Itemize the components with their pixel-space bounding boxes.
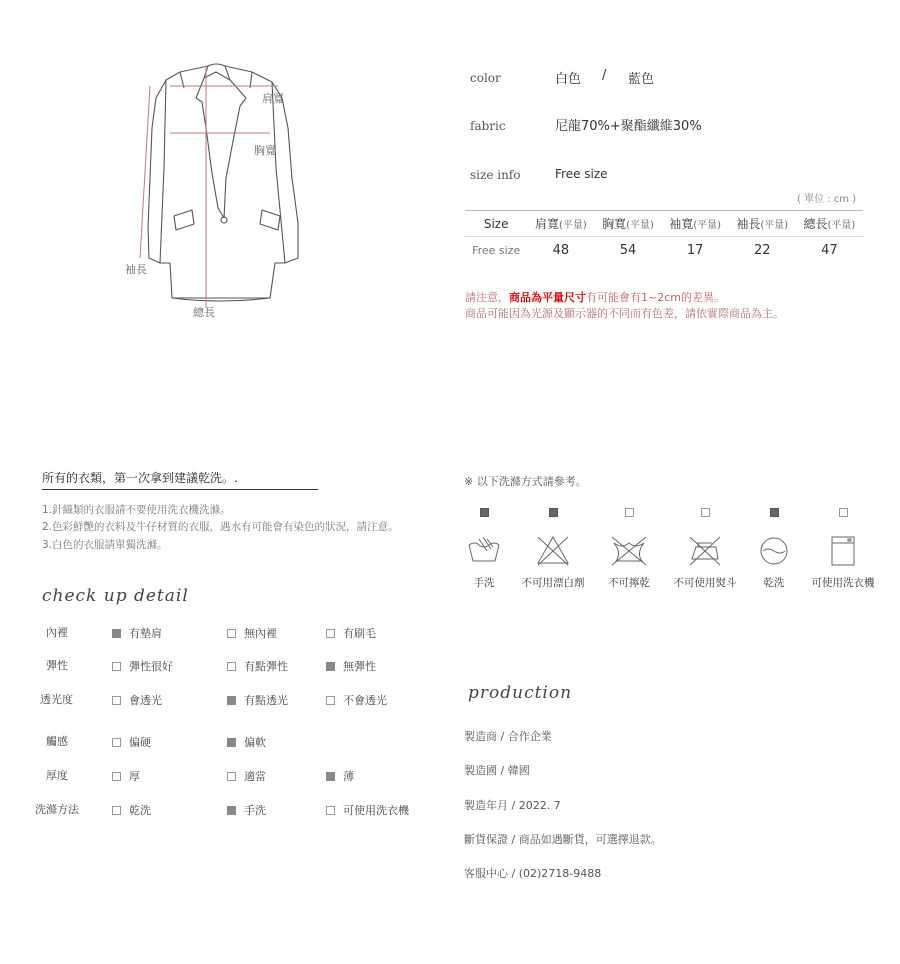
header-chest: 胸寬(平量): [594, 211, 661, 237]
checked-box-icon: [549, 508, 558, 517]
detail-row-label: 洗滌方法: [35, 803, 79, 816]
no-bleach-icon: [534, 533, 572, 569]
wash-item: [734, 508, 814, 590]
fabric-key: fabric: [470, 119, 506, 133]
detail-option-label: 厚: [129, 770, 140, 783]
length-label: 總長: [193, 306, 215, 319]
checked-box-icon: [227, 696, 236, 705]
wash-title: ※ 以下洗滌方式請參考。: [464, 475, 587, 488]
wash-item-label: 不可擰乾: [608, 577, 650, 589]
color-key: color: [470, 71, 501, 85]
detail-option: [227, 734, 266, 750]
detail-option-label: 有點透光: [244, 694, 288, 707]
detail-option-label: 可使用洗衣機: [343, 804, 409, 817]
sleeve-label: 袖長: [125, 263, 147, 276]
checked-box-icon: [770, 508, 779, 517]
detail-option: [112, 802, 151, 818]
detail-option: [227, 658, 288, 674]
detail-option-label: 無內裡: [244, 627, 277, 640]
care-title: 所有的衣類，第一次拿到建議乾洗。.: [42, 469, 318, 490]
header-size: Size: [465, 211, 527, 237]
unchecked-box-icon: [112, 806, 121, 815]
wash-item-label: 可使用洗衣機: [811, 577, 875, 589]
table-cell: 48: [552, 243, 570, 258]
checked-box-icon: [112, 629, 121, 638]
detail-option: [326, 692, 387, 708]
table-cell: Free size: [472, 244, 521, 257]
detail-option: [227, 692, 288, 708]
production-line: 製造國 / 韓國: [464, 764, 530, 777]
table-cell: 54: [619, 243, 637, 258]
detail-option-label: 薄: [343, 770, 354, 783]
wash-item: [444, 508, 524, 590]
table-cell: 22: [753, 243, 771, 258]
no-wring-icon: [610, 533, 648, 569]
detail-row-label: 彈性: [46, 659, 68, 672]
unchecked-box-icon: [701, 508, 710, 517]
notice-line-1: 請注意，商品為平量尺寸有可能會有1~2cm的差異。: [465, 291, 725, 304]
checked-box-icon: [326, 662, 335, 671]
table-cell: 17: [686, 243, 704, 258]
production-line: 客服中心 / (02)2718-9488: [464, 867, 602, 880]
no-iron-icon: [686, 533, 724, 569]
size-table: [465, 210, 863, 264]
unchecked-box-icon: [227, 772, 236, 781]
detail-option-label: 彈性很好: [129, 660, 173, 673]
unchecked-box-icon: [112, 772, 121, 781]
detail-option-label: 適當: [244, 770, 266, 783]
detail-row-label: 觸感: [46, 735, 68, 748]
header-total-length: 總長(平量): [796, 211, 863, 237]
detail-option-label: 有墊肩: [129, 627, 162, 640]
unchecked-box-icon: [112, 696, 121, 705]
checked-box-icon: [326, 772, 335, 781]
care-line: 3.白色的衣服請單獨洗滌。: [42, 539, 168, 551]
detail-option: [112, 734, 151, 750]
unchecked-box-icon: [839, 508, 848, 517]
detail-option: [227, 802, 266, 818]
wash-item-label: 乾洗: [763, 577, 785, 589]
detail-option-label: 偏硬: [129, 736, 151, 749]
care-line: 2.色彩鮮艷的衣料及牛仔材質的衣服，遇水有可能會有染色的狀況，請注意。: [42, 521, 399, 533]
color-separator: /: [602, 68, 607, 83]
detail-option-label: 有點彈性: [244, 660, 288, 673]
production-title: production: [468, 683, 573, 703]
detail-option-label: 不會透光: [343, 694, 387, 707]
detail-option-label: 有刷毛: [343, 627, 376, 640]
unchecked-box-icon: [227, 662, 236, 671]
checked-box-icon: [227, 738, 236, 747]
dry-clean-icon: [755, 533, 793, 569]
checked-box-icon: [480, 508, 489, 517]
production-line: 製造商 / 合作企業: [464, 730, 552, 743]
detail-title: check up detail: [42, 586, 189, 606]
unit-label: ( 單位 : cm ): [797, 194, 857, 205]
detail-option: [326, 658, 376, 674]
unchecked-box-icon: [112, 738, 121, 747]
detail-option-label: 無彈性: [343, 660, 376, 673]
production-line: 斷貨保證 / 商品如遇斷貨，可選擇退款。: [464, 833, 662, 846]
detail-option: [227, 768, 266, 784]
hand-wash-icon: [465, 533, 503, 569]
wash-item: [513, 508, 593, 590]
wash-item: [589, 508, 669, 590]
header-sleeve-length: 袖長(平量): [729, 211, 796, 237]
detail-option: [326, 802, 409, 818]
table-row: [465, 237, 863, 265]
size-table-header: [465, 211, 863, 237]
unchecked-box-icon: [625, 508, 634, 517]
unchecked-box-icon: [326, 806, 335, 815]
detail-option: [112, 768, 140, 784]
detail-option: [326, 625, 376, 641]
detail-option: [112, 658, 173, 674]
unchecked-box-icon: [326, 696, 335, 705]
wash-item: [665, 508, 745, 590]
detail-option-label: 會透光: [129, 694, 162, 707]
detail-row-label: 厚度: [46, 769, 68, 782]
size-value: Free size: [555, 167, 608, 181]
unchecked-box-icon: [112, 662, 121, 671]
checked-box-icon: [227, 806, 236, 815]
unchecked-box-icon: [227, 629, 236, 638]
detail-option: [326, 768, 354, 784]
detail-option-label: 乾洗: [129, 804, 151, 817]
header-shoulder: 肩寬(平量): [527, 211, 594, 237]
wash-item: [803, 508, 883, 590]
detail-row-label: 內裡: [46, 626, 68, 639]
detail-option-label: 手洗: [244, 804, 266, 817]
detail-option-label: 偏軟: [244, 736, 266, 749]
color-white: 白色: [555, 72, 582, 87]
detail-option: [227, 625, 277, 641]
color-blue: 藍色: [628, 72, 655, 87]
chest-label: 胸寬: [254, 144, 276, 157]
unchecked-box-icon: [326, 629, 335, 638]
care-line: 1.針織類的衣服請不要使用洗衣機洗滌。: [42, 504, 231, 516]
detail-row-label: 透光度: [40, 693, 73, 706]
wash-item-label: 不可使用熨斗: [673, 577, 737, 589]
wash-item-label: 不可用漂白劑: [521, 577, 585, 589]
header-sleeve-width: 袖寬(平量): [662, 211, 729, 237]
size-key: size info: [470, 168, 521, 182]
detail-option: [112, 625, 162, 641]
shoulder-label: 肩寬: [262, 92, 284, 105]
wash-item-label: 手洗: [473, 577, 495, 589]
table-cell: 47: [821, 243, 838, 258]
fabric-value: 尼龍70%+聚酯纖維30%: [555, 119, 702, 134]
detail-option: [112, 692, 162, 708]
notice-line-2: 商品可能因為光源及顯示器的不同而有色差，請依實際商品為主。: [465, 307, 784, 320]
washing-machine-icon: [824, 533, 862, 569]
production-line: 製造年月 / 2022. 7: [464, 799, 561, 812]
